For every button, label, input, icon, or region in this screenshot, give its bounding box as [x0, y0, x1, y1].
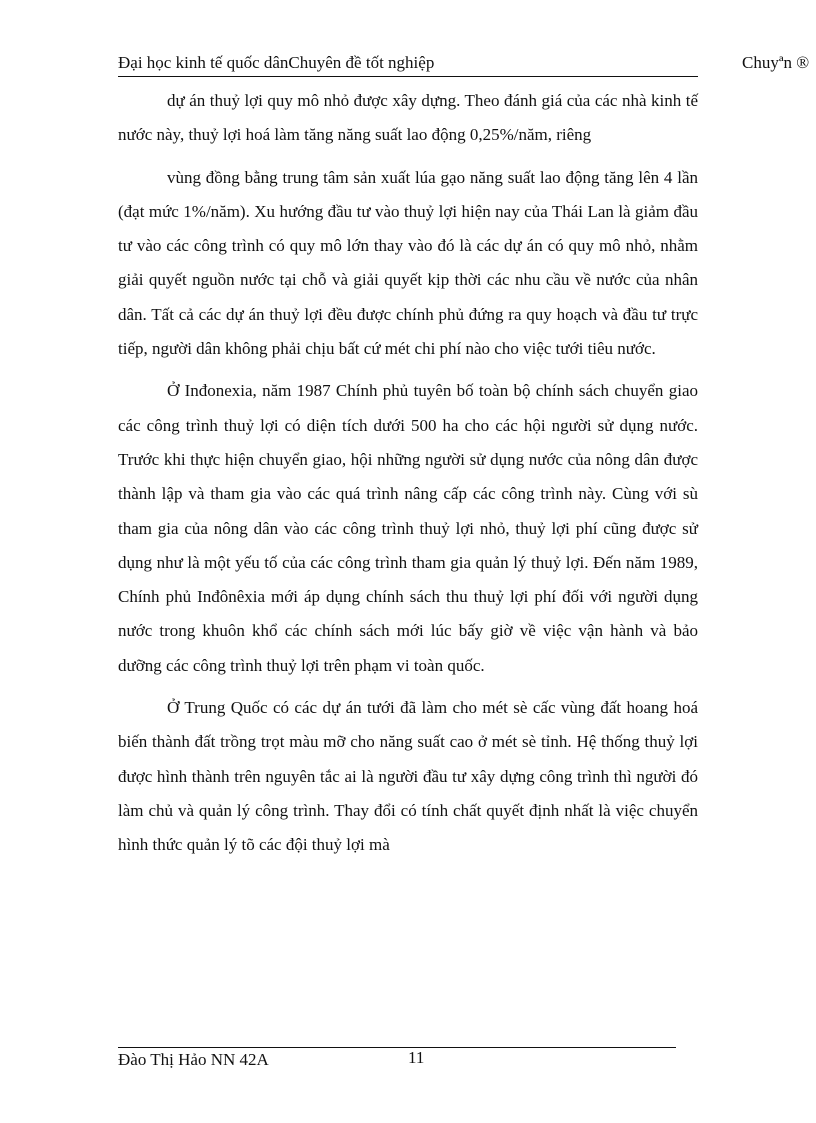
paragraph-china: Ở Trung Quốc có các dự án tưới đã làm cho mét sè cấc vùng đất hoang hoá biến thành đất trồng trọt màu mỡ cho năng suất cao ở mét sè tỉnh. Hệ thống thuỷ lợi được hình thành trên nguyên tắc ai là người đầu tư xây dựng công trình thì người đó làm chủ và quản lý công trình. Thay đổi có tính chất quyết định nhất là việc chuyển hình thức quản lý tõ các đội thuỷ lợi mà: [118, 698, 698, 855]
footer-divider: [118, 1047, 676, 1048]
paragraph-indonesia: Ở Inđonexia, năm 1987 Chính phủ tuyên bố toàn bộ chính sách chuyển giao các công trình thuỷ lợi có diện tích dưới 500 ha cho các hội người sử dụng nước. Trước khi thực hiện chuyển giao, hội những người sử dụng nước của nông dân được thành lập và tham gia vào các quá trình nâng cấp các công trình này. Cùng với sù tham gia của nông dân vào các công trình thuỷ lợi nhỏ, thuỷ lợi phí cũng được sử dụng như là một yếu tố của các công trình tham gia quản lý thuỷ lợi. Đến năm 1989, Chính phủ Inđônêxia mới áp dụng chính sách thu thuỷ lợi phí đối với người dụng nước trong khuôn khổ các chính sách mới lúc bấy giờ về việc vận hành và bảo dưỡng các công trình thuỷ lợi trên phạm vi toàn quốc.: [118, 381, 698, 675]
paragraph-continuation-1: dự án thuỷ lợi quy mô nhỏ được xây dựng. Theo đánh giá của các nhà kinh tế nước này, thuỷ lợi hoá làm tăng năng suất lao động 0,25%/năm, riêng: [118, 91, 698, 145]
footer-author: Đào Thị Hảo NN 42A: [118, 1050, 269, 1069]
header-title: Đại học kinh tế quốc dânChuyên đề tốt nghiệp: [118, 53, 435, 72]
document-body: [118, 84, 698, 863]
header-chapter-label: Chuyªn ®: [742, 53, 810, 72]
paragraph-continuation-2: vùng đồng bằng trung tâm sản xuất lúa gạo năng suất lao động tăng lên 4 lần (đạt mức 1%/năm). Xu hướng đầu tư vào thuỷ lợi hiện nay của Thái Lan là giảm đầu tư vào các công trình có quy mô lớn thay vào đó là các dự án có quy mô nhỏ, nhằm giải quyết nguồn nước tại chỗ và giải quyết kịp thời các nhu cầu về nước của nhân dân. Tất cả các dự án thuỷ lợi đều được chính phủ đứng ra quy hoạch và đầu tư trực tiếp, người dân không phải chịu bất cứ mét chi phí nào cho việc tưới tiêu nước.: [118, 167, 698, 359]
header-divider: [118, 76, 698, 77]
page-number: 11: [408, 1048, 425, 1067]
